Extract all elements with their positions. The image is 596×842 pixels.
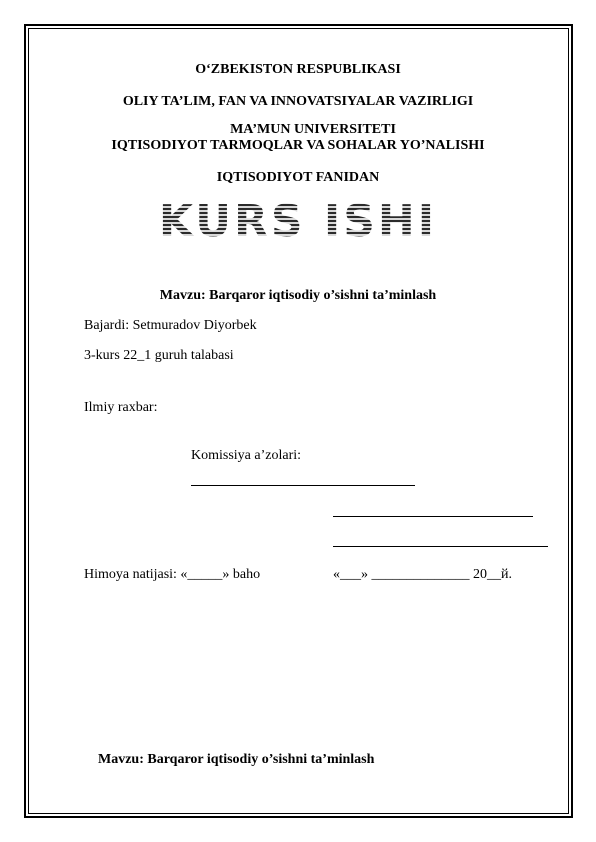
supervisor-label: Ilmiy raxbar: [84, 400, 158, 415]
footer-topic: Mavzu: Barqaror iqtisodiy o’sishni ta’minlash [98, 752, 375, 767]
topic-title: Mavzu: Barqaror iqtisodiy o’sishni ta’minlash [159, 288, 437, 303]
commission-signature-line-2 [333, 516, 533, 517]
direction-heading: IQTISODIYOT TARMOQLAR VA SOHALAR YO’NALISHI [111, 138, 485, 153]
author-name: Bajardi: Setmuradov Diyorbek [84, 318, 257, 333]
defense-date: «___» ______________ 20__й. [333, 567, 512, 582]
commission-signature-line-1 [191, 485, 415, 486]
commission-signature-line-3 [333, 546, 548, 547]
author-group: 3-kurs 22_1 guruh talabasi [84, 348, 234, 363]
defense-result: Himoya natijasi: «_____» baho [84, 567, 261, 582]
republic-heading: O‘ZBEKISTON RESPUBLIKASI [195, 62, 401, 77]
university-heading: MA’MUN UNIVERSITETI [230, 122, 396, 137]
ministry-heading: OLIY TA’LIM, FAN VA INNOVATSIYALAR VAZIRLIGI [122, 94, 474, 109]
commission-label: Komissiya a’zolari: [191, 448, 302, 463]
subject-heading: IQTISODIYOT FANIDAN [216, 170, 380, 185]
work-type-title: KURS ISHI [0, 196, 596, 248]
